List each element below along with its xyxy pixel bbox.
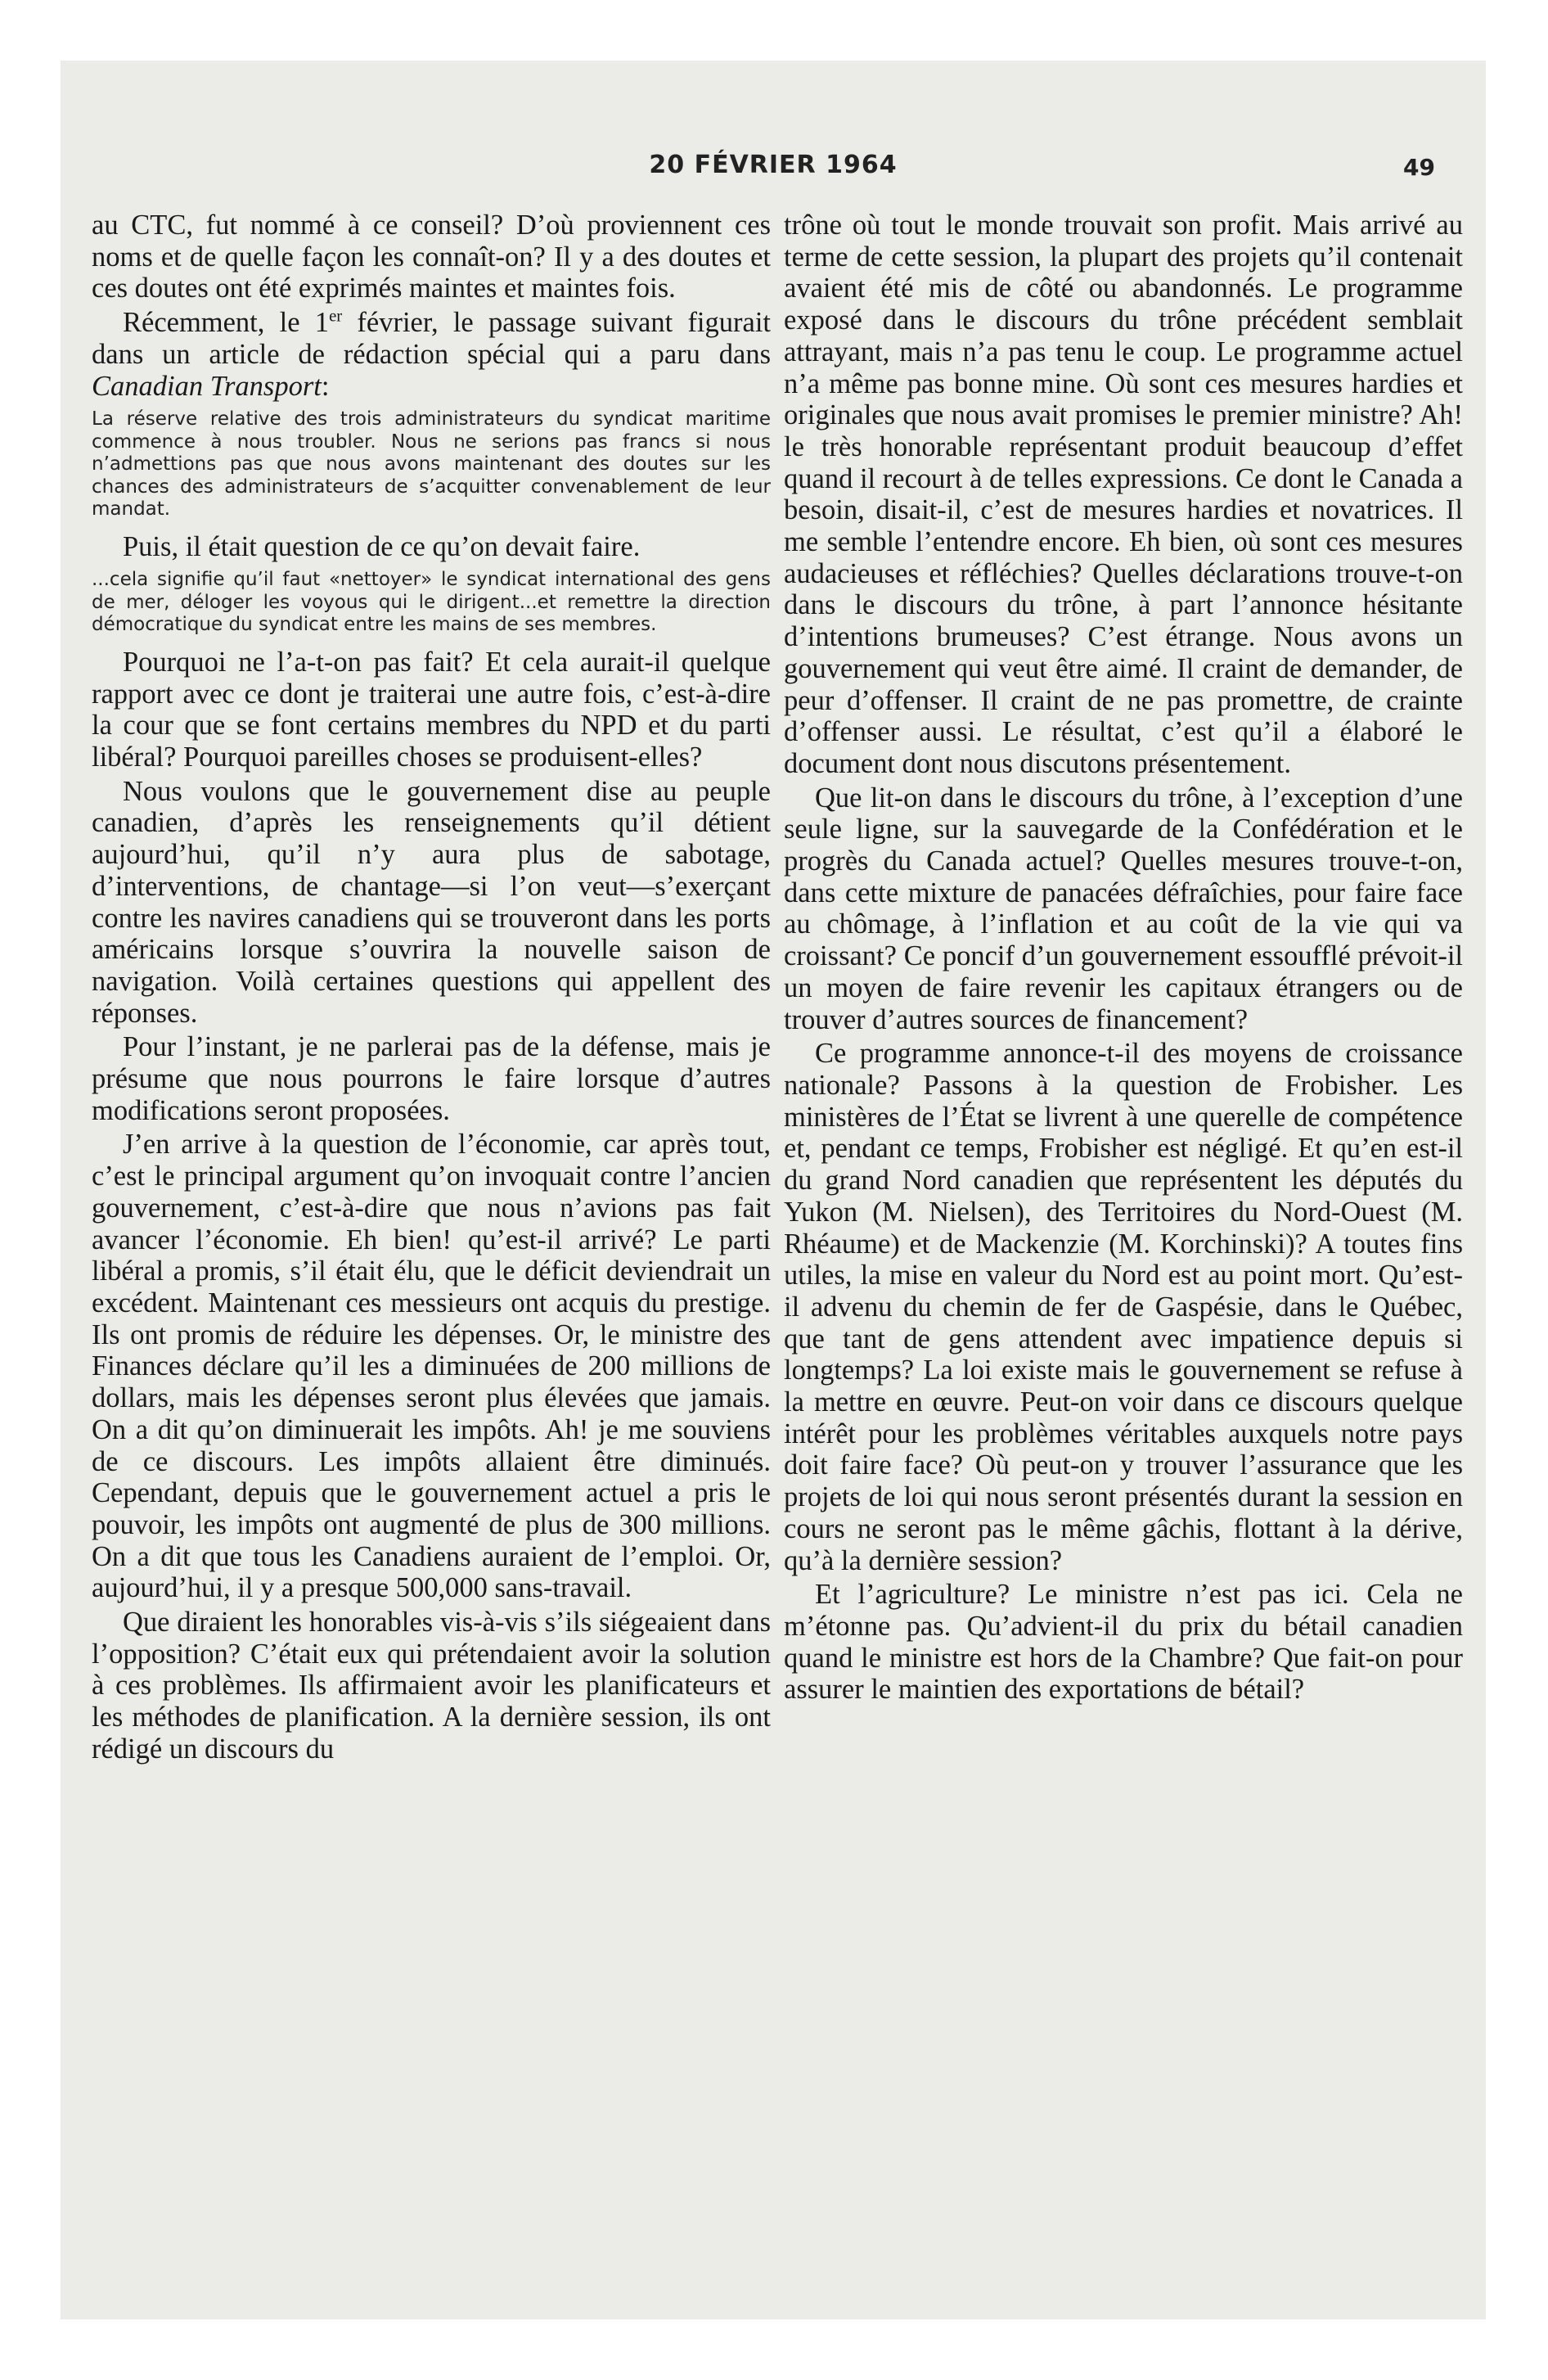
page-number: 49 xyxy=(1403,154,1435,181)
page-header xyxy=(61,151,1486,192)
page xyxy=(61,61,1486,2319)
right-paragraph-1: trône où tout le monde trouvait son profit. Mais arrivé au terme de cette session, la plupart des projets qu’il contenait avaient été mis de côté ou abandonnés. Le programme exposé dans le discours du trône précédent semblait attrayant, mais n’a pas tenu le coup. Le programme actuel n’a même pas bonne mine. Où sont ces mesures hardies et originales que nous avait promises le premier ministre? Ah! le très honorable représentant produit beaucoup d’effet quand il recourt à de telles expressions. Ce dont le Canada a besoin, disait-il, c’est de mesures hardies et novatrices. Il me semble l’entendre encore. Eh bien, où sont ces mesures audacieuses et réfléchies? Quelles déclarations trouve-t-on dans le discours du trône, à part l’annonce hésitante d’intentions brumeuses? C’est étrange. Nous avons un gouvernement qui veut être aimé. Il craint de demander, de peur d’offenser. Il craint de ne pas promettre, de crainte d’offenser aussi. Le résultat, c’est qu’il a élaboré le document dont nous discutons présentement. xyxy=(784,210,1463,779)
publication-title: Canadian Transport xyxy=(92,370,322,402)
left-paragraph-8: Que diraient les honorables vis-à-vis s’ils siégeaient dans l’opposition? C’était eux qui prétendaient avoir la solution à ces problèmes. Ils affirmaient avoir les planificateurs et les méthodes de planification. A la dernière session, ils ont rédigé un discours du xyxy=(92,1607,771,1765)
header-date: 20 FÉVRIER 1964 xyxy=(649,151,898,179)
superscript: er xyxy=(329,307,343,326)
right-paragraph-4: Et l’agriculture? Le ministre n’est pas ici. Cela ne m’étonne pas. Qu’advient-il du prix du bétail canadien quand le ministre est hors de la Chambre? Que fait-on pour assurer le maintien des exportations de bétail? xyxy=(784,1579,1463,1706)
left-paragraph-5: Nous voulons que le gouvernement dise au peuple canadien, d’après les renseignements qu’il détient aujourd’hui, qu’il n’y aura plus de sabotage, d’interventions, de chantage—si l’on veut—s’exerçant contre les navires canadiens qui se trouveront dans les ports américains lorsque s’ouvrira la nouvelle saison de navigation. Voilà certaines questions qui appellent des réponses. xyxy=(92,775,771,1029)
right-paragraph-3: Ce programme annonce-t-il des moyens de croissance nationale? Passons à la question de Frobisher. Les ministères de l’État se livrent à une querelle de compétence et, pendant ce temps, Frobisher est négligé. Et qu’en est-il du grand Nord canadien que représentent les députés du Yukon (M. Nielsen), des Territoires du Nord-Ouest (M. Rhéaume) et de Mackenzie (M. Korchinski)? A toutes fins utiles, la mise en valeur du Nord est au point mort. Qu’est-il advenu du chemin de fer de Gaspésie, dans le Québec, que tant de gens attendent avec impatience depuis si longtemps? La loi existe mais le gouvernement se refuse à la mettre en œuvre. Peut-on voir dans ce discours quelque intérêt pour les problèmes véritables auxquels notre pays doit faire face? Où peut-on y trouver l’assurance que les projets de loi qui nous seront présentés durant la session en cours ne seront pas le même gâchis, flottant à la dérive, qu’à la dernière session? xyxy=(784,1038,1463,1576)
left-paragraph-7: J’en arrive à la question de l’économie, car après tout, c’est le principal argument qu’on invoquait contre l’ancien gouvernement, c’est-à-dire que nous n’avions pas fait avancer l’économie. Eh bien! qu’est-il arrivé? Le parti libéral a promis, s’il était élu, que le déficit deviendrait un excédent. Maintenant ces messieurs ont acquis du prestige. Ils ont promis de réduire les dépenses. Or, le ministre des Finances déclare qu’il les a diminuées de 200 millions de dollars, mais les dépenses seront plus élevées que jamais. On a dit qu’on diminuerait les impôts. Ah! je me souviens de ce discours. Les impôts allaient être diminués. Cependant, depuis que le gouvernement actuel a pris le pouvoir, les impôts ont augmenté de plus de 300 millions. On a dit que tous les Canadiens auraient de l’emploi. Or, aujourd’hui, il y a presque 500,000 sans-travail. xyxy=(92,1129,771,1604)
right-column xyxy=(784,210,1463,1706)
block-quote-2: ...cela signifie qu’il faut «nettoyer» le syndicat international des gens de mer, déloger les voyous qui le dirigent...et remettre la direction démocratique du syndicat entre les mains de ses membres. xyxy=(92,569,771,636)
left-paragraph-6: Pour l’instant, je ne parlerai pas de la défense, mais je présume que nous pourrons le faire lorsque d’autres modifications seront proposées. xyxy=(92,1031,771,1126)
text-run: : xyxy=(321,370,330,402)
block-quote-1: La réserve relative des trois administrateurs du syndicat maritime commence à nous troubler. Nous ne serions pas francs si nous n’admettions pas que nous avons maintenant des doutes sur les chances des administrateurs de s’acquitter convenablement de leur mandat. xyxy=(92,408,771,521)
right-paragraph-2: Que lit-on dans le discours du trône, à l’exception d’une seule ligne, sur la sauvegarde de la Confédération et le progrès du Canada actuel? Quelles mesures trouve-t-on, dans cette mixture de panacées défraîchies, pour faire face au chômage, à l’inflation et au coût de la vie qui va croissant? Ce poncif d’un gouvernement essoufflé prévoit-il un moyen de faire revenir les capitaux étrangers ou de trouver d’autres sources de financement? xyxy=(784,782,1463,1035)
text-run: Récemment, le 1 xyxy=(123,307,330,339)
left-paragraph-1: au CTC, fut nommé à ce conseil? D’où proviennent ces noms et de quelle façon les connaît-on? Il y a des doutes et ces doutes ont été exprimés maintes et maintes fois. xyxy=(92,210,771,304)
text-run: février, le passage suivant figurait dans un article de rédaction spécial qui a paru dans xyxy=(92,307,771,370)
left-paragraph-3: Puis, il était question de ce qu’on devait faire. xyxy=(123,530,641,562)
left-paragraph-2 xyxy=(92,307,771,402)
left-column xyxy=(92,210,771,1765)
left-paragraph-4: Pourquoi ne l’a-t-on pas fait? Et cela aurait-il quelque rapport avec ce dont je traiterai une autre fois, c’est-à-dire la cour que se font certains membres du NPD et du parti libéral? Pourquoi pareilles choses se produisent-elles? xyxy=(92,646,771,773)
